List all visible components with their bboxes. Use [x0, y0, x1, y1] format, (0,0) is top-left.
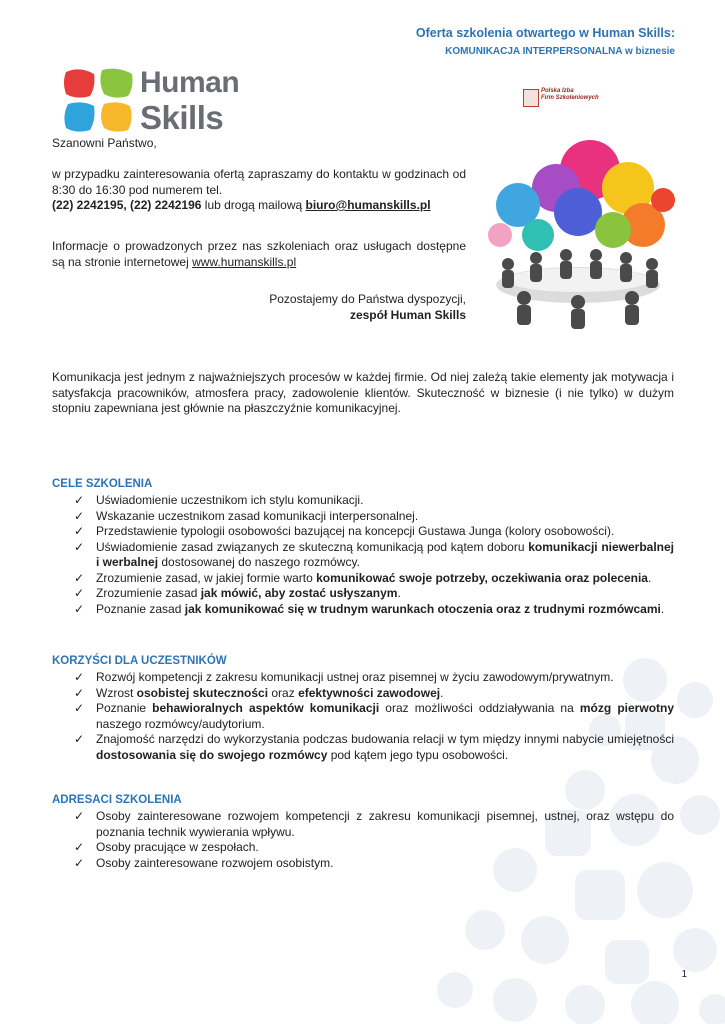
intro-website-paragraph: [52, 239, 466, 270]
check-icon: ✓: [74, 539, 85, 554]
check-icon: ✓: [74, 508, 85, 523]
check-icon: ✓: [74, 586, 85, 600]
list-item: ✓ Uświadomienie uczestnikom ich stylu komunikacji.: [74, 493, 364, 507]
check-icon: ✓: [74, 570, 85, 585]
section-title-cele: CELE SZKOLENIA: [52, 478, 153, 490]
list-item: ✓ Poznanie zasad jak komunikować się w trudnym warunkach otoczenia oraz z trudnymi rozmówcami.: [74, 601, 665, 616]
list-item: ✓ Uświadomienie zasad związanych ze skuteczną komunikacją pod kątem doboru komunikacji niewerbalnej i werbalnej dostosowanej do naszego rozmówcy.: [74, 539, 675, 569]
list-item: ✓ Zrozumienie zasad jak mówić, aby zostać usłyszanym.: [74, 586, 401, 600]
check-icon: ✓: [74, 685, 85, 700]
list-item: ✓ Znajomość narzędzi do wykorzystania podczas budowania relacji w tym między innymi nabycie umiejętności dostosowania się do swojego rozmówcy pod kątem jego typu osobowości.: [74, 732, 674, 762]
meeting-speech-bubbles-illustration: [478, 130, 678, 330]
check-icon: ✓: [74, 840, 85, 854]
page-number: 1: [681, 969, 687, 980]
check-icon: ✓: [74, 493, 85, 507]
phone-numbers: (22) 2242195, (22) 2242196: [52, 198, 202, 212]
check-icon: ✓: [74, 524, 85, 538]
check-icon: ✓: [74, 809, 85, 823]
section-title-adresaci: ADRESACI SZKOLENIA: [52, 794, 182, 806]
logo-word-skills: Skills: [140, 99, 224, 136]
intro-contact-text-2: lub drogą mailową: [201, 198, 306, 212]
intro-contact-paragraph: [52, 167, 466, 214]
pifs-logo: [523, 88, 623, 110]
closing-line-1: Pozostajemy do Państwa dyspozycji,: [269, 292, 466, 306]
pifs-line1: Polska Izba: [541, 88, 574, 94]
check-icon: ✓: [74, 670, 85, 684]
greeting: Szanowni Państwo,: [52, 136, 157, 150]
header-subtitle: KOMUNIKACJA INTERPERSONALNA w biznesie: [445, 46, 675, 57]
human-skills-logo: [62, 66, 247, 136]
section-title-korzysci: KORZYŚCI DLA UCZESTNIKÓW: [52, 655, 227, 667]
korzysci-list: [52, 670, 674, 763]
list-item: ✓ Osoby zainteresowane rozwojem kompetencji z zakresu komunikacji pisemnej, ustnej, oraz wstępu do poznania technik wywierania wpływu.: [74, 809, 674, 839]
intro-body-paragraph: Komunikacja jest jednym z najważniejszych procesów w każdej firmie. Od niej zależą takie elementy jak motywacja i satysfakcja pracowników, atmosfera pracy, zadowolenie klientów. Skuteczność w biznesie (i nie tylko) w dużym stopniu zapewniana jest głównie na płaszczyźnie komunikacyjnej.: [52, 370, 674, 415]
puzzle-logo-icon: [62, 66, 136, 136]
cele-list: [52, 493, 674, 617]
website-link[interactable]: www.humanskills.pl: [192, 254, 297, 269]
closing-line-2: zespół Human Skills: [349, 308, 466, 322]
intro-contact-text: w przypadku zainteresowania ofertą zapraszamy do kontaktu w godzinach od 8:30 do 16:30 pod numerem tel.: [52, 167, 466, 197]
pifs-line2: Firm Szkoleniowych: [541, 95, 599, 101]
check-icon: ✓: [74, 601, 85, 616]
check-icon: ✓: [74, 732, 85, 746]
check-icon: ✓: [74, 855, 85, 870]
list-item: ✓ Osoby pracujące w zespołach.: [74, 840, 259, 854]
email-link[interactable]: biuro@humanskills.pl: [305, 198, 431, 212]
list-item: ✓ Poznanie behawioralnych aspektów komunikacji oraz możliwości oddziaływania na mózg pierwotny naszego rozmówcy/audytorium.: [74, 701, 675, 731]
pifs-mark-icon: [523, 89, 539, 107]
list-item: ✓ Przedstawienie typologii osobowości bazującej na koncepcji Gustawa Junga (kolory osobowości).: [74, 524, 615, 538]
header-title: Oferta szkolenia otwartego w Human Skills:: [415, 26, 675, 40]
logo-word-human: Human: [140, 66, 240, 99]
list-item: ✓ Rozwój kompetencji z zakresu komunikacji ustnej oraz pisemnej w życiu zawodowym/prywatnym.: [74, 670, 614, 684]
intro-website-text: Informacje o prowadzonych przez nas szkoleniach oraz usługach dostępne są na stronie internetowej: [52, 239, 466, 269]
list-item: ✓ Zrozumienie zasad, w jakiej formie warto komunikować swoje potrzeby, oczekiwania oraz polecenia.: [74, 570, 652, 585]
list-item: ✓ Osoby zainteresowane rozwojem osobistym.: [74, 855, 334, 870]
check-icon: ✓: [74, 701, 85, 715]
list-item: ✓ Wzrost osobistej skuteczności oraz efektywności zawodowej.: [74, 685, 444, 700]
list-item: ✓ Wskazanie uczestnikom zasad komunikacji interpersonalnej.: [74, 508, 419, 523]
adresaci-list: [52, 809, 674, 871]
